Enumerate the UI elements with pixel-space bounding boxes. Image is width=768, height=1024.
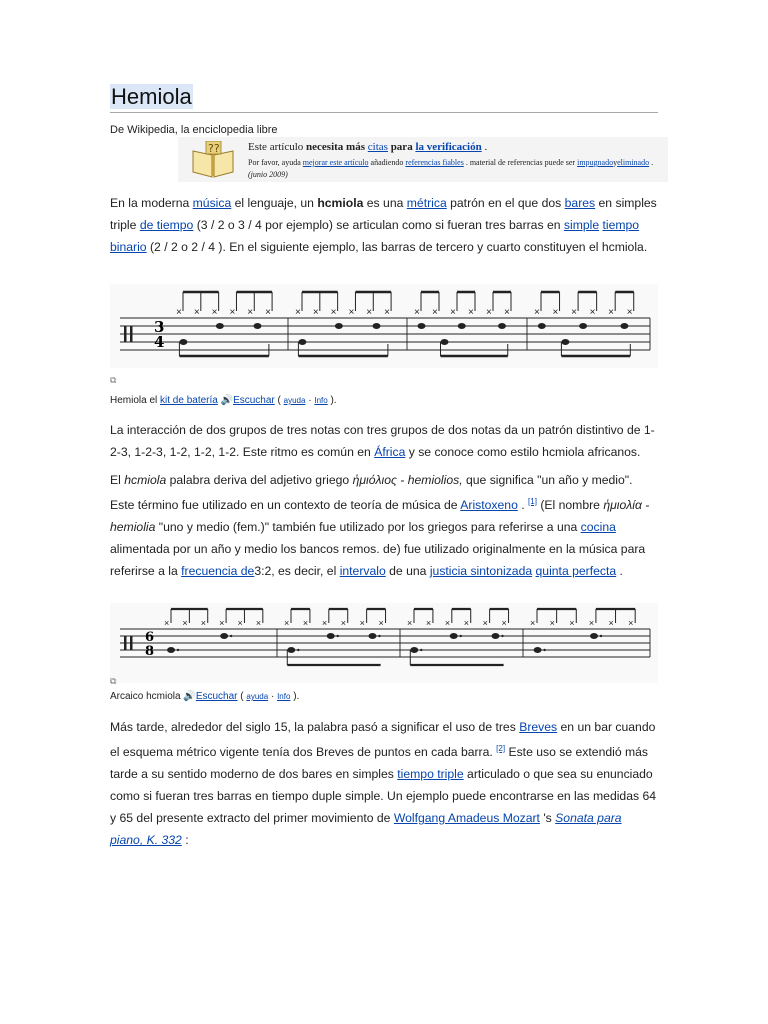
hihat-note: × [247, 307, 254, 318]
de-tiempo-link[interactable]: de tiempo [139, 218, 194, 232]
hihat-note: × [321, 618, 328, 628]
sonata-link[interactable]: Sonata para piano, K. 332 [110, 811, 622, 848]
frecuencia-link[interactable]: frecuencia de [181, 564, 255, 579]
notice-text: Este artículo [248, 141, 304, 153]
notice-small-text: . [651, 158, 654, 167]
hihat-note: × [219, 618, 225, 628]
kick-note [179, 339, 187, 345]
hihat-note: × [330, 307, 337, 318]
breves-link[interactable]: Breves [519, 720, 558, 734]
notice-bold-para: para [390, 141, 413, 153]
note-head [534, 647, 542, 653]
hihat-note: × [312, 307, 319, 318]
book-question-icon [190, 141, 236, 179]
caption-text: Hemiola el [110, 395, 161, 406]
quinta-perfecta-link[interactable]: quinta perfecta [535, 564, 617, 579]
snare-note [418, 323, 426, 329]
hihat-note: × [534, 307, 540, 318]
hihat-note: × [378, 618, 384, 628]
hihat-note: × [229, 307, 236, 318]
italic-term: ἡμιολία - hemiolia [110, 498, 650, 535]
time-signature-bottom: 8 [145, 644, 155, 659]
text: . [517, 498, 529, 513]
info-link[interactable]: Info [314, 396, 328, 405]
hihat-note: × [482, 618, 488, 628]
note-head [220, 633, 228, 639]
paragraph-4 [110, 716, 658, 851]
citas-link[interactable]: citas [367, 141, 388, 153]
kick-note [561, 339, 569, 345]
text: y se conoce como estilo hcmiola africanos. [405, 445, 641, 459]
snare-note [254, 323, 262, 329]
hihat-note: × [366, 307, 373, 318]
dot [543, 649, 545, 651]
caption-1 [110, 395, 337, 406]
tagline: De Wikipedia, la enciclopedia libre [110, 124, 278, 136]
hihat-note: × [571, 307, 577, 318]
caption-text: ( [274, 395, 284, 406]
citation-notice [178, 137, 668, 182]
hihat-note: × [348, 307, 355, 318]
hihat-note: × [340, 618, 346, 628]
caption-text: ). [327, 395, 337, 406]
speaker-icon[interactable]: 🔊 [220, 395, 234, 406]
note-head [167, 647, 175, 653]
hihat-note: × [193, 307, 200, 318]
snare-note [620, 323, 628, 329]
africa-link[interactable]: África [374, 445, 406, 459]
dot [501, 635, 503, 637]
text: "uno y medio (fem.)" también fue utilizado por los griegos para referirse a una [155, 520, 581, 535]
text: alimentada por un año y medio los bancos remos. de) fue utilizado originalmente en la música para referirse a la [110, 542, 646, 579]
italic-term: hcmiola [124, 473, 167, 487]
italic-term: ἡμιόλιος - hemiolios, [352, 473, 463, 487]
note-head [450, 633, 458, 639]
hihat-note: × [164, 618, 170, 628]
hihat-note: × [176, 307, 182, 318]
kit-link[interactable]: kit de batería [160, 395, 218, 406]
impugnado-link[interactable]: impugnado [577, 158, 614, 167]
archaic-score-2 [110, 603, 658, 683]
eliminado-link[interactable]: eliminado [617, 158, 650, 167]
page-title-wrap [110, 84, 658, 113]
tiempo-triple-link[interactable]: tiempo triple [397, 767, 464, 782]
svg-text:??: ?? [208, 142, 220, 155]
hihat-note: × [200, 618, 206, 628]
hihat-note: × [589, 307, 596, 318]
hihat-note: × [255, 618, 262, 628]
mozart-link[interactable]: Wolfgang Amadeus Mozart [393, 811, 540, 826]
text: palabra deriva del adjetivo griego [166, 473, 353, 487]
referencias-link[interactable]: referencias fiables [405, 158, 464, 167]
hihat-note: × [432, 307, 438, 318]
escuchar-link[interactable]: Escuchar [195, 691, 238, 702]
text: El [110, 473, 125, 487]
notice-line-1 [248, 141, 487, 153]
snare-note [373, 323, 381, 329]
notice-small-text: Por favor, ayuda [248, 158, 301, 167]
dot [230, 635, 232, 637]
snare-note [458, 323, 466, 329]
enlarge-icon[interactable]: ⧉ [110, 676, 117, 686]
text: . [616, 564, 623, 579]
hihat-note: × [549, 618, 555, 628]
text: 's [539, 811, 556, 826]
hihat-note: × [182, 618, 188, 628]
hihat-note: × [530, 618, 536, 628]
text: en simples triple [110, 196, 657, 232]
notice-line-2 [248, 157, 658, 181]
caption-text: ). [290, 691, 300, 702]
notes-group [176, 292, 634, 356]
text: de una [385, 564, 430, 579]
dot [378, 635, 380, 637]
notice-dot: . [484, 141, 488, 153]
notice-small-text: . material de referencias puede ser [465, 158, 576, 167]
intervalo-link[interactable]: intervalo [339, 564, 386, 579]
bares-link[interactable]: bares [564, 196, 596, 210]
hihat-note: × [407, 618, 413, 628]
note-head [368, 633, 376, 639]
hemiola-bold: hcmiola [317, 196, 364, 210]
hihat-note: × [450, 307, 456, 318]
kick-note [298, 339, 306, 345]
hihat-note: × [608, 307, 615, 318]
dot [177, 649, 179, 651]
caption-2 [110, 691, 299, 702]
hihat-note: × [295, 307, 301, 318]
dot [420, 649, 422, 651]
note-head [590, 633, 598, 639]
note-head [410, 647, 418, 653]
snare-note [498, 323, 506, 329]
notice-small-text: y [613, 158, 618, 167]
text: es una [363, 196, 407, 210]
text: 3:2, es decir, el [254, 564, 340, 579]
time-signature-top: 3 [154, 318, 165, 336]
hihat-note: × [302, 618, 309, 628]
ref-2-link[interactable]: [2] [496, 744, 506, 753]
paragraph-3 [110, 469, 658, 582]
mejorar-link[interactable]: mejorar este artículo [302, 158, 369, 167]
text: La interacción de dos grupos de tres notas con tres grupos de dos notas da un patrón distintivo de 1-2-3, 1-2-3, 1-2, 1-2, 1-2. Este ritmo es común en [110, 423, 655, 459]
hihat-note: × [237, 618, 243, 628]
ref-1-link[interactable]: [1] [528, 497, 537, 506]
hihat-note: × [569, 618, 575, 628]
text: el lenguaje, un [231, 196, 318, 210]
simple-link[interactable]: simple [563, 218, 600, 232]
text: (2 / 2 o 2 / 4 ). En el siguiente ejemplo, las barras de tercero y cuarto constituyen el hcmiola. [146, 240, 648, 254]
hihat-note: × [359, 618, 365, 628]
hihat-note: × [628, 618, 634, 628]
paragraph-2 [110, 419, 658, 463]
note-head [491, 633, 499, 639]
caption-text: · [305, 395, 315, 406]
caption-text: · [268, 691, 278, 702]
justicia-link[interactable]: justicia sintonizada [429, 564, 533, 579]
notice-small-text: añadiendo [370, 158, 404, 167]
dot [600, 635, 602, 637]
text: (El nombre [536, 498, 604, 513]
page-title: Hemiola [111, 84, 192, 109]
text: En la moderna [110, 196, 193, 210]
text: articulado o que sea su enunciado como si fueran tres barras en tiempo duple simple. Un ejemplo puede encontrarse en las medidas 64 y 65 del presente extracto del primer movimiento de [110, 767, 657, 826]
hihat-note: × [501, 618, 507, 628]
snare-note [538, 323, 546, 329]
caption-text: Arcaico hcmiola [110, 691, 184, 702]
text: Más tarde, alrededor del siglo 15, la palabra pasó a significar el uso de tres [110, 720, 520, 734]
snare-note [216, 323, 224, 329]
notice-bold: necesita más [306, 141, 366, 153]
enlarge-icon[interactable]: ⧉ [110, 375, 117, 385]
note-head [327, 633, 335, 639]
snare-note [579, 323, 587, 329]
aristoxeno-link[interactable]: Aristoxeno [460, 498, 518, 513]
dot [297, 649, 299, 651]
text: en un bar cuando el esquema métrico vigente tenía dos Breves de puntos en cada barra. [110, 720, 656, 760]
text: (3 / 2 o 3 / 4 por ejemplo) se articulan como si fueran tres barras en [193, 218, 564, 232]
dot [337, 635, 339, 637]
hihat-note: × [384, 307, 390, 318]
drum-score-1 [110, 284, 658, 368]
metrica-link[interactable]: métrica [406, 196, 447, 210]
hihat-note: × [588, 618, 595, 628]
escuchar-link[interactable]: Escuchar [233, 395, 275, 406]
text: patrón en el que dos [446, 196, 565, 210]
notice-date: (junio 2009) [248, 170, 288, 179]
caption-text: ( [237, 691, 247, 702]
hihat-note: × [626, 307, 633, 318]
text: : [181, 833, 189, 848]
paragraph-1 [110, 192, 658, 258]
cocina-link[interactable]: cocina [580, 520, 616, 535]
verificacion-link[interactable]: la verificación [415, 141, 482, 153]
hihat-note: × [504, 307, 510, 318]
kick-note [441, 339, 449, 345]
musica-link[interactable]: música [192, 196, 232, 210]
note-head [287, 647, 295, 653]
hihat-note: × [425, 618, 432, 628]
hihat-note: × [211, 307, 218, 318]
dot [460, 635, 462, 637]
hihat-note: × [265, 307, 271, 318]
hihat-note: × [468, 307, 474, 318]
info-link[interactable]: Info [277, 692, 291, 701]
tiempo-binario-link[interactable]: tiempo binario [110, 218, 640, 254]
text: que significa "un año y medio". Este término fue utilizado en un contexto de teoría de música de [110, 473, 633, 513]
hihat-note: × [608, 618, 614, 628]
text: Este uso se extendió más tarde a su sentido moderno de dos bares en simples [110, 745, 649, 782]
hihat-note: × [552, 307, 559, 318]
hihat-note: × [444, 618, 451, 628]
hihat-note: × [284, 618, 290, 628]
hihat-note: × [463, 618, 469, 628]
ayuda-link[interactable]: ayuda [283, 396, 306, 405]
time-signature-top: 6 [145, 630, 155, 645]
hihat-note: × [486, 307, 492, 318]
time-signature-bottom: 4 [154, 333, 165, 351]
hihat-note: × [414, 307, 420, 318]
speaker-icon[interactable]: 🔊 [183, 691, 196, 702]
snare-note [335, 323, 343, 329]
ayuda-link[interactable]: ayuda [246, 692, 269, 701]
